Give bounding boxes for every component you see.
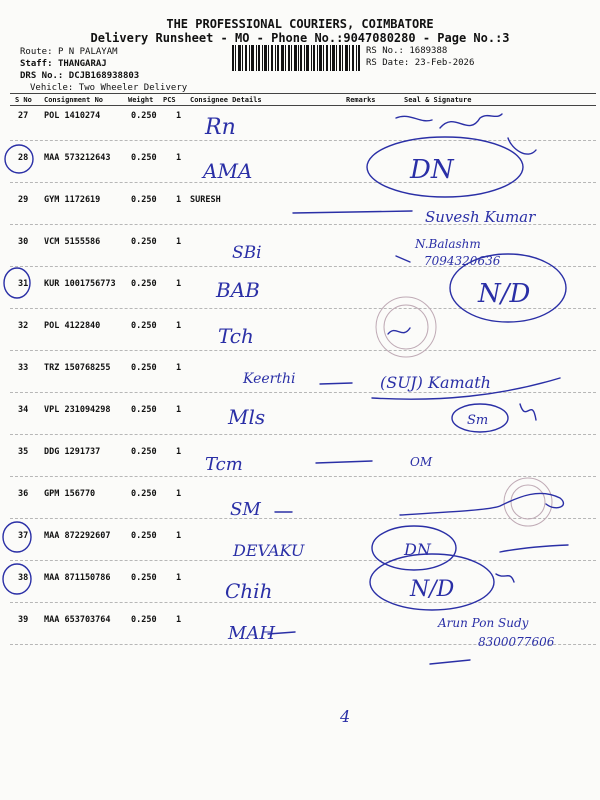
rs-date-label: RS Date:	[366, 58, 410, 68]
row-separator	[10, 560, 596, 561]
staff-line	[20, 59, 107, 69]
signature: Tch	[218, 324, 254, 348]
row-pcs: 1	[176, 153, 182, 163]
row-sno: 39	[18, 615, 29, 625]
row-pcs: 1	[176, 279, 182, 289]
row-weight: 0.250	[131, 615, 157, 625]
row-weight: 0.250	[131, 489, 157, 499]
row-pcs: 1	[176, 195, 182, 205]
row-pcs: 1	[176, 531, 182, 541]
row-sno: 36	[18, 489, 29, 499]
signature: 8300077606	[478, 635, 555, 649]
vehicle-line	[30, 83, 187, 93]
row-separator	[10, 350, 596, 351]
row-sno: 31	[18, 279, 29, 289]
row-sno: 34	[18, 405, 29, 415]
col-seal: Seal & Signature	[404, 96, 472, 104]
signature: MAH	[228, 623, 276, 644]
row-separator	[10, 434, 596, 435]
signature-scribble	[496, 574, 514, 582]
signature-scribble	[520, 404, 536, 420]
signature-scribble	[440, 114, 502, 128]
row-pcs: 1	[176, 447, 182, 457]
row-consignment: MAA 871150786	[44, 573, 111, 583]
row-weight: 0.250	[131, 405, 157, 415]
signature-scribble	[268, 632, 295, 634]
signature: (SUJ) Kamath	[380, 373, 491, 392]
drs-value: DCJB168938803	[68, 71, 140, 81]
row-sno: 37	[18, 531, 29, 541]
col-weight: Weight	[128, 96, 154, 104]
route-label: Route:	[20, 47, 53, 57]
signature-scribble	[500, 545, 568, 552]
row-pcs: 1	[176, 615, 182, 625]
signature: Rn	[205, 115, 236, 140]
row-consignment: DDG 1291737	[44, 447, 101, 457]
row-consignment: POL 1410274	[44, 111, 101, 121]
col-sno: S No	[15, 96, 32, 104]
signature-scribble	[430, 660, 470, 664]
signature: AMA	[203, 159, 253, 183]
row-weight: 0.250	[131, 195, 157, 205]
signature: DN	[410, 155, 454, 185]
row-separator	[10, 476, 596, 477]
row-consignment: MAA 573212643	[44, 153, 111, 163]
row-consignment: VPL 231094298	[44, 405, 111, 415]
row-pcs: 1	[176, 489, 182, 499]
signature-scribble	[400, 493, 563, 515]
rs-no-line	[366, 46, 447, 56]
drs-line	[20, 71, 139, 81]
signature: SM	[230, 499, 261, 520]
row-sno: 32	[18, 321, 29, 331]
row-pcs: 1	[176, 321, 182, 331]
row-weight: 0.250	[131, 237, 157, 247]
signature: Sm	[467, 413, 489, 428]
signature: Mls	[228, 405, 266, 429]
vehicle-value: Two Wheeler Delivery	[78, 83, 188, 93]
signature-circle	[372, 526, 456, 570]
row-pcs: 1	[176, 363, 182, 373]
signature: Tcm	[205, 454, 243, 475]
row-consignment: MAA 653703764	[44, 615, 111, 625]
rs-no-value: 1689388	[409, 46, 448, 56]
row-weight: 0.250	[131, 573, 157, 583]
row-consignment: GPM 156770	[44, 489, 96, 499]
drs-label: DRS No.:	[20, 71, 64, 81]
vehicle-label: Vehicle:	[30, 83, 74, 93]
row-weight: 0.250	[131, 111, 157, 121]
signature: Arun Pon Sudy	[438, 616, 529, 630]
signature-scribble	[396, 116, 432, 121]
row-pcs: 1	[176, 237, 182, 247]
pointer-line	[293, 211, 412, 213]
rs-date-value: 23-Feb-2026	[414, 58, 475, 68]
row-consignee: SURESH	[190, 195, 221, 205]
row-weight: 0.250	[131, 153, 157, 163]
row-sno: 28	[18, 153, 29, 163]
signature: Keerthi	[243, 371, 296, 387]
row-separator	[10, 182, 596, 183]
row-pcs: 1	[176, 111, 182, 121]
signature-circle	[452, 404, 508, 432]
company-title: THE PROFESSIONAL COURIERS, COIMBATORE	[166, 17, 434, 31]
signature: Suvesh Kumar	[425, 208, 536, 226]
row-sno: 38	[18, 573, 29, 583]
handwritten-mark: 4	[340, 707, 351, 726]
route-value: P N PALAYAM	[57, 47, 118, 57]
route-line	[20, 47, 118, 57]
signature-scribble	[396, 256, 410, 262]
row-weight: 0.250	[131, 447, 157, 457]
row-sno: 30	[18, 237, 29, 247]
header-top-rule	[10, 93, 596, 94]
row-separator	[10, 602, 596, 603]
signature-circle	[450, 254, 566, 322]
row-separator	[10, 140, 596, 141]
staff-label: Staff:	[20, 59, 53, 69]
row-separator	[10, 308, 596, 309]
row-consignment: MAA 872292607	[44, 531, 111, 541]
row-consignment: KUR 1001756773	[44, 279, 116, 289]
row-sno: 27	[18, 111, 29, 121]
col-remarks: Remarks	[346, 96, 376, 104]
header-bottom-rule	[10, 105, 596, 106]
row-consignment: TRZ 150768255	[44, 363, 111, 373]
signature: OM	[410, 455, 433, 469]
signature-circle	[367, 137, 523, 197]
signature: SBi	[232, 243, 262, 263]
signature: N.Balashm	[415, 237, 481, 251]
signature: Chih	[225, 579, 273, 603]
row-sno: 29	[18, 195, 29, 205]
row-sno: 35	[18, 447, 29, 457]
row-weight: 0.250	[131, 363, 157, 373]
row-separator	[10, 644, 596, 645]
row-weight: 0.250	[131, 279, 157, 289]
row-weight: 0.250	[131, 531, 157, 541]
row-separator	[10, 392, 596, 393]
runsheet-subtitle: Delivery Runsheet - MO - Phone No.:9047080280 - Page No.:3	[90, 31, 510, 45]
row-separator	[10, 224, 596, 225]
signature: N/D	[410, 577, 455, 602]
barcode	[232, 45, 360, 71]
row-pcs: 1	[176, 573, 182, 583]
col-pcs: PCS	[163, 96, 176, 104]
signature: 7094320636	[424, 254, 501, 268]
staff-value: THANGARAJ	[57, 59, 107, 69]
signature-scribble	[372, 378, 560, 399]
row-separator	[10, 518, 596, 519]
row-sno: 33	[18, 363, 29, 373]
rs-date-line	[366, 58, 474, 68]
signature: DN	[404, 540, 431, 559]
row-separator	[10, 266, 596, 267]
rs-no-label: RS No.:	[366, 46, 404, 56]
row-pcs: 1	[176, 405, 182, 415]
col-consignment: Consignment No	[44, 96, 104, 104]
signature: DEVAKU	[233, 541, 305, 560]
signature-scribble	[320, 383, 352, 384]
row-consignment: POL 4122840	[44, 321, 101, 331]
col-consignee: Consignee Details	[190, 96, 262, 104]
seal-stamp	[376, 297, 552, 526]
row-consignment: GYM 1172619	[44, 195, 101, 205]
signature: BAB	[216, 278, 260, 302]
signature-scribble	[388, 328, 410, 334]
row-weight: 0.250	[131, 321, 157, 331]
signature-scribble	[316, 461, 372, 463]
signature: N/D	[478, 279, 531, 309]
row-consignment: VCM 5155586	[44, 237, 101, 247]
